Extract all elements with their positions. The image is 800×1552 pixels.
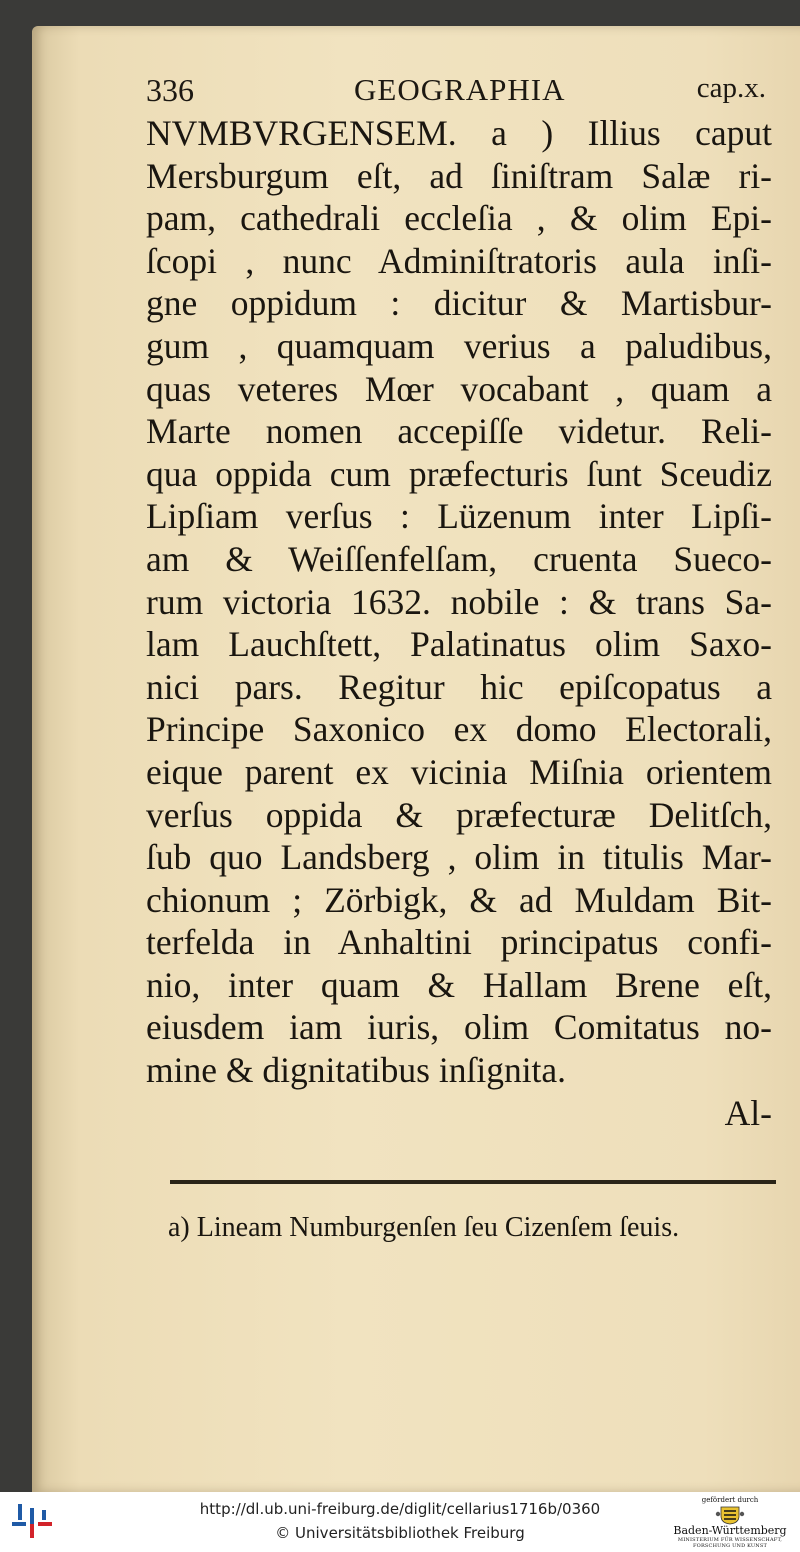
- text-line: chionum ; Zörbigk, & ad Muldam Bit-: [146, 879, 772, 920]
- text-line: NVMBVRGENSEM. a ) Illius caput: [146, 113, 772, 153]
- page-number: 336: [146, 72, 194, 108]
- text-line: Lipſiam verſus : Lüzenum inter Lipſi-: [146, 496, 772, 537]
- text-line: nici pars. Regitur hic epiſcopatus a: [146, 666, 772, 707]
- text-line: ſcopi , nunc Adminiſtratoris aula inſi-: [146, 240, 772, 281]
- text-line: Mersburgum eſt, ad ſiniſtram Salæ ri-: [146, 155, 772, 196]
- text-line: gum , quamquam verius a paludibus,: [146, 325, 772, 366]
- document-url[interactable]: http://dl.ub.uni-freiburg.de/diglit/cellarius1716b/0360: [199, 1500, 601, 1518]
- text-line: Marte nomen accepiſſe videtur. Reli-: [146, 411, 772, 452]
- sponsor-label: gefördert durch: [701, 1496, 759, 1504]
- text-line: eique parent ex vicinia Miſnia orientem: [146, 751, 772, 792]
- catchword: Al-: [724, 1092, 772, 1133]
- body-text: [146, 112, 772, 1134]
- running-title: GEOGRAPHIA: [354, 72, 566, 107]
- text-line: nio, inter quam & Hallam Brene eſt,: [146, 964, 772, 1005]
- text-line: gne oppidum : dicitur & Martisbur-: [146, 283, 772, 324]
- running-header: [146, 70, 776, 116]
- copyright-notice: © Universitätsbibliothek Freiburg: [275, 1524, 525, 1542]
- sponsor-name: Baden-Württemberg: [673, 1524, 787, 1537]
- text-line: pam, cathedrali eccleſia , & olim Epi-: [146, 198, 772, 239]
- text-line: lam Lauchſtett, Palatinatus olim Saxo-: [146, 624, 772, 665]
- text-line: am & Weiſſenfelſam, cruenta Sueco-: [146, 538, 772, 579]
- text-line: ſub quo Landsberg , olim in titulis Mar-: [146, 837, 772, 878]
- text-line: mine & dignitatibus inſignita.: [146, 1050, 567, 1091]
- sponsor-ministry: MINISTERIUM FÜR WISSENSCHAFT, FORSCHUNG UND KUNST: [677, 1537, 783, 1549]
- viewer-footer: [0, 1492, 800, 1552]
- text-line: verſus oppida & præfecturæ Delitſch,: [146, 794, 772, 835]
- text-line: quas veteres Mœr vocabant , quam a: [146, 368, 772, 409]
- text-line: qua oppida cum præfecturis ſunt Sceudiz: [146, 453, 772, 494]
- footnote-rule: [170, 1180, 776, 1184]
- text-line: eiusdem iam iuris, olim Comitatus no-: [146, 1007, 772, 1048]
- footnote: a) Lineam Numburgenſen ſeu Cizenſem ſeuis.: [168, 1212, 680, 1243]
- text-line: Principe Saxonico ex domo Electorali,: [146, 709, 772, 750]
- text-line: terfelda in Anhaltini principatus confi-: [146, 922, 772, 963]
- chapter-label: cap.x.: [696, 72, 766, 104]
- state-crest-icon: [715, 1505, 745, 1525]
- sponsor-block: [670, 1496, 790, 1548]
- text-line: rum victoria 1632. nobile : & trans Sa-: [146, 581, 772, 622]
